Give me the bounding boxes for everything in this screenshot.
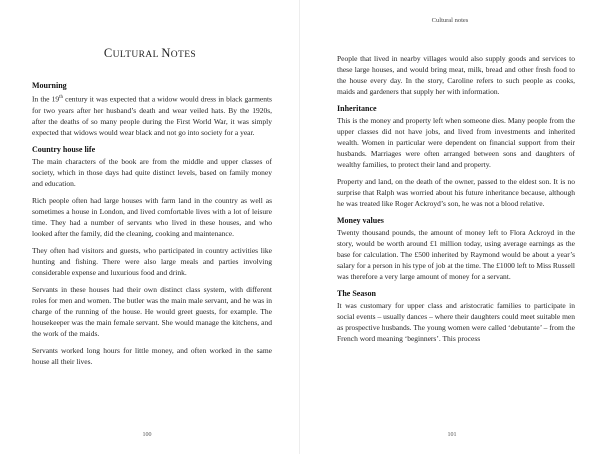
section-heading-mourning: Mourning [32, 81, 67, 90]
section-heading-inheritance: Inheritance [337, 104, 377, 113]
country-house-paragraph-1: The main characters of the book are from the middle and upper classes of society, which in those days had quite distinct levels, based on family money and education. [32, 156, 272, 188]
page-number-left: 100 [142, 432, 152, 438]
mourning-text-start: In the 19 [32, 94, 60, 104]
mourning-paragraph [32, 92, 272, 138]
chapter-title-rest-1: ULTURAL [112, 50, 162, 60]
chapter-title-rest-2: OTES [170, 50, 197, 60]
country-house-paragraph-2: Rich people often had large houses with farm land in the country as well as sometimes a house in London, and lived comfortable lives with a lot of leisure time. They had a number of servants who lived in these houses, and who looked after the family, did the cleaning, cooking and maintenance. [32, 195, 272, 238]
running-head: Cultural notes [431, 17, 469, 24]
superscript-th: th [59, 95, 64, 100]
page-number-right: 101 [447, 432, 457, 438]
left-page-body [32, 80, 272, 373]
inheritance-paragraph-1: This is the money and property left when someone dies. Many people from the upper classes did not have jobs, and lived from investments and inherited wealth. Women in particular were dependent on financial support from their husbands. Marriages were often arranged between sons and daughters of wealthy families, to protect their land and property. [337, 116, 575, 169]
chapter-title-initial-n: N [161, 46, 171, 60]
mourning-text-rest: century it was expected that a widow would dress in black garments for two years after her husband’s death and wear veiled hats. By the 1920s, after the deaths of so many people during the First World War, it was simply expected that widows would wear black and not go into society for a year. [32, 94, 272, 137]
money-values-paragraph: Twenty thousand pounds, the amount of money left to Flora Ackroyd in the story, would be worth around £1 million today, using average earnings as the base for calculation. The £500 inherited by Raymond would be about a year’s salary for a person in his type of job at the time. The £1000 left to Miss Russell was therefore a very large amount of money for a servant. [337, 228, 575, 281]
chapter-title [0, 46, 300, 61]
inheritance-paragraph-2: Property and land, on the death of the owner, passed to the eldest son. It is no surprise that Ralph was worried about his future inheritance because, although he was treated like Roger Ackroyd’s son, he was not a blood relative. [337, 177, 575, 208]
country-house-paragraph-4: Servants in these houses had their own distinct class system, with different roles for men and women. The butler was the main male servant, and he was in charge of the running of the house. He would greet guests, for example. The housekeeper was the main female servant. She would manage the kitchens, and the work of the maids. [32, 284, 272, 338]
chapter-title-initial-c: C [103, 46, 113, 60]
right-page-body [337, 53, 575, 350]
country-house-paragraph-3: They often had visitors and guests, who participated in country activities like hunting and fishing. There were also large meals and parties involving considerable expense and luxurious food and drink. [32, 245, 272, 277]
section-heading-the-season: The Season [337, 289, 376, 298]
country-house-paragraph-5: Servants worked long hours for little money, and often worked in the same house all their lives. [32, 345, 272, 366]
section-heading-country-house-life: Country house life [32, 144, 96, 154]
intro-paragraph: People that lived in nearby villages would also supply goods and services to these large houses, and would bring meat, milk, bread and other fresh food to the house every day. In the story, Caroline refers to such people as cooks, maids and gardeners that supply her with information. [337, 54, 575, 96]
the-season-paragraph: It was customary for upper class and aristocratic families to participate in social events – usually dances – where their daughters could meet suitable men as prospective husbands. The young women were called ‘debutante’ – from the French word meaning ‘beginners’. This process [337, 301, 575, 343]
section-heading-money-values: Money values [337, 216, 384, 225]
